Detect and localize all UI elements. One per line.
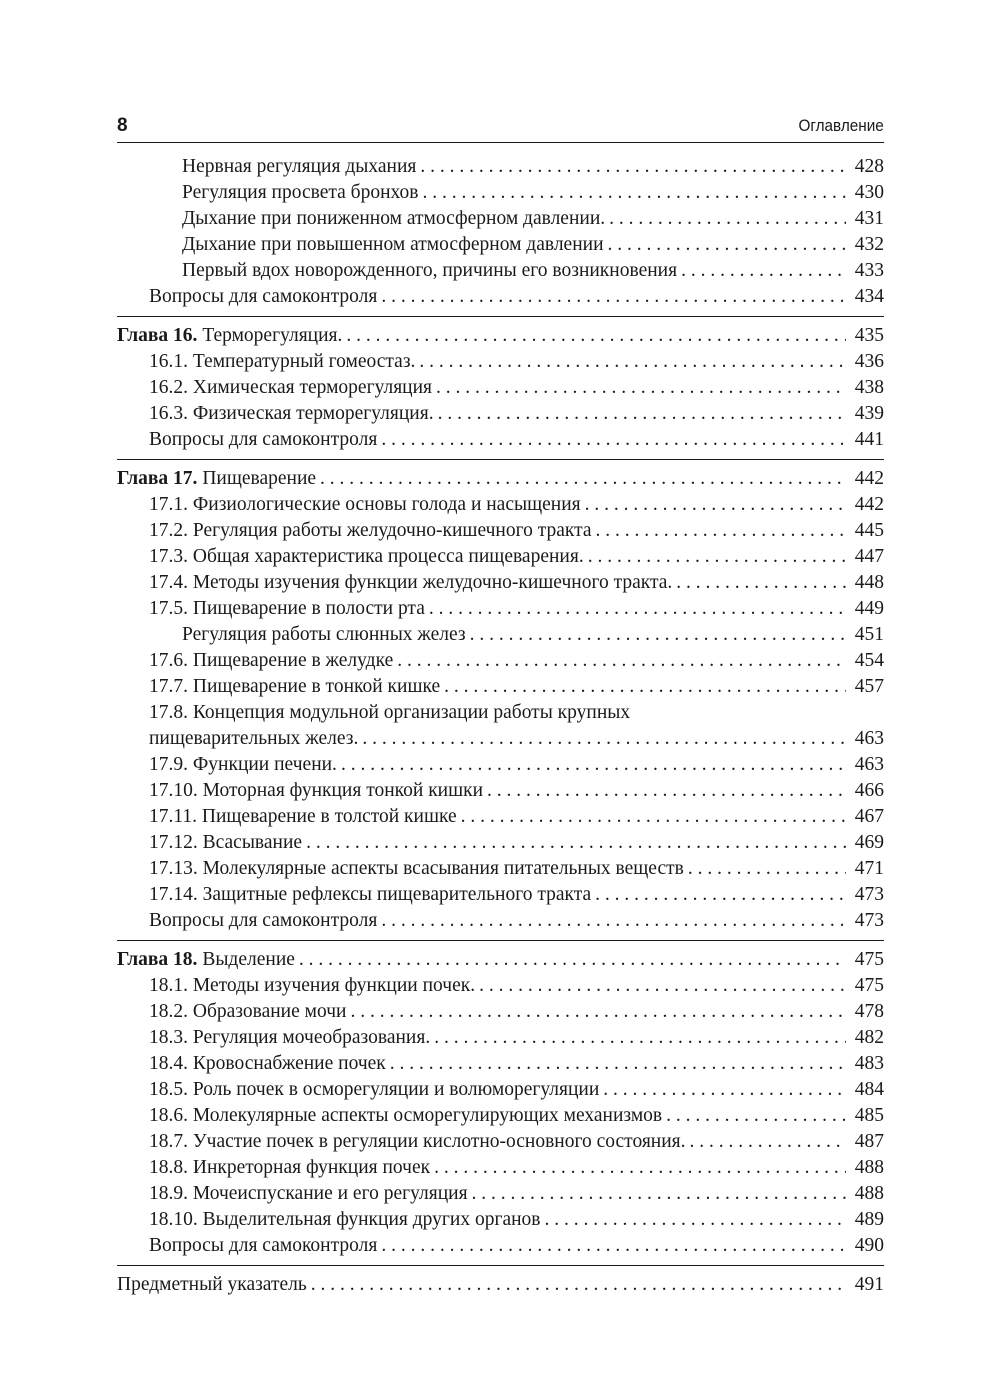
- toc-entry[interactable]: 17.4. Методы изучения функции желудочно-кишечного тракта. . . . 448: [117, 570, 884, 596]
- page-ref: 449: [854, 598, 884, 619]
- toc-section-index: [117, 1265, 884, 1304]
- toc-chapter-heading[interactable]: [117, 466, 884, 492]
- toc-entry[interactable]: 17.13. Молекулярные аспекты всасывания питательных веществ . . . 471: [117, 856, 884, 882]
- toc-entry[interactable]: 17.12. Всасывание . . . 469: [117, 830, 884, 856]
- toc-entry[interactable]: 17.11. Пищеварение в толстой кишке . . . 467: [117, 804, 884, 830]
- toc-entry[interactable]: 18.8. Инкреторная функция почек . . . 488: [117, 1155, 884, 1181]
- page-ref: 488: [854, 1157, 884, 1178]
- toc-entry-questions[interactable]: Вопросы для самоконтроля . . . 434: [117, 284, 884, 310]
- page-ref: 438: [854, 377, 884, 398]
- page-ref: 482: [854, 1027, 884, 1048]
- toc-entry[interactable]: Первый вдох новорожденного, причины его возникновения . . . 433: [117, 258, 884, 284]
- page-ref: 442: [854, 494, 884, 515]
- toc-entry[interactable]: 18.9. Мочеиспускание и его регуляция . . . 488: [117, 1181, 884, 1207]
- page-ref: 489: [854, 1209, 884, 1230]
- toc-entry[interactable]: 17.10. Моторная функция тонкой кишки . . . 466: [117, 778, 884, 804]
- page-ref: 473: [854, 910, 884, 931]
- toc-entry-questions[interactable]: Вопросы для самоконтроля . . . 473: [117, 908, 884, 934]
- toc-entry[interactable]: 16.2. Химическая терморегуляция . . . 438: [117, 375, 884, 401]
- page-number: 8: [117, 115, 128, 136]
- toc-entry[interactable]: 18.4. Кровоснабжение почек . . . 483: [117, 1051, 884, 1077]
- toc-chapter-heading[interactable]: [117, 323, 884, 349]
- toc-entry[interactable]: 18.2. Образование мочи . . . 478: [117, 999, 884, 1025]
- page-ref: 435: [854, 325, 884, 346]
- page-ref: 447: [854, 546, 884, 567]
- chapter-title: Пищеварение: [202, 468, 317, 489]
- page-ref: 457: [854, 676, 884, 697]
- toc-entry[interactable]: Нервная регуляция дыхания . . . 428: [117, 154, 884, 180]
- toc-entry[interactable]: 18.10. Выделительная функция других органов . . . 489: [117, 1207, 884, 1233]
- toc-entry[interactable]: 18.7. Участие почек в регуляции кислотно-основного состояния. . . . 487: [117, 1129, 884, 1155]
- page-ref: 475: [854, 949, 884, 970]
- page-ref: 430: [854, 182, 884, 203]
- toc-entry-multiline-end[interactable]: пищеварительных желез. . . . 463: [117, 726, 884, 752]
- toc-entry[interactable]: 18.3. Регуляция мочеобразования. . . . 482: [117, 1025, 884, 1051]
- page-ref: 469: [854, 832, 884, 853]
- page-ref: 475: [854, 975, 884, 996]
- page-ref: 442: [854, 468, 884, 489]
- toc-entry[interactable]: 17.2. Регуляция работы желудочно-кишечного тракта . . . 445: [117, 518, 884, 544]
- chapter-title: Терморегуляция.: [202, 325, 343, 346]
- page-ref: 428: [854, 156, 884, 177]
- page-ref: 478: [854, 1001, 884, 1022]
- toc-entry-index[interactable]: Предметный указатель . . . 491: [117, 1272, 884, 1298]
- page-ref: 436: [854, 351, 884, 372]
- chapter-title: Выделение: [202, 949, 295, 970]
- page-ref: 433: [854, 260, 884, 281]
- toc-entry[interactable]: 17.7. Пищеварение в тонкой кишке . . . 457: [117, 674, 884, 700]
- toc-entry[interactable]: 17.5. Пищеварение в полости рта . . . 449: [117, 596, 884, 622]
- toc-entry-multiline-start[interactable]: 17.8. Концепция модульной организации работы крупных: [149, 702, 631, 723]
- toc-entry-sub[interactable]: Регуляция работы слюнных желез . . . 451: [117, 622, 884, 648]
- page-ref: 463: [854, 728, 884, 749]
- toc-entry[interactable]: 18.5. Роль почек в осморегуляции и волюморегуляции . . . 484: [117, 1077, 884, 1103]
- page-ref: 463: [854, 754, 884, 775]
- toc-entry[interactable]: 16.1. Температурный гомеостаз. . . . 436: [117, 349, 884, 375]
- toc-entry[interactable]: 18.6. Молекулярные аспекты осморегулирующих механизмов . . . 485: [117, 1103, 884, 1129]
- chapter-prefix: Глава 16.: [117, 325, 198, 346]
- toc-entry[interactable]: 17.9. Функции печени. . . . 463: [117, 752, 884, 778]
- page-ref: 439: [854, 403, 884, 424]
- toc-entry[interactable]: 17.6. Пищеварение в желудке . . . 454: [117, 648, 884, 674]
- page-ref: 434: [854, 286, 884, 307]
- page-ref: 484: [854, 1079, 884, 1100]
- toc-section-ch17: [117, 459, 884, 940]
- toc-chapter-heading[interactable]: [117, 947, 884, 973]
- page-ref: 441: [854, 429, 884, 450]
- toc-entry-questions[interactable]: Вопросы для самоконтроля . . . 441: [117, 427, 884, 453]
- page-ref: 451: [854, 624, 884, 645]
- toc-section-ch18: [117, 940, 884, 1265]
- toc-entry[interactable]: 16.3. Физическая терморегуляция. . . . 439: [117, 401, 884, 427]
- toc-entry[interactable]: 17.14. Защитные рефлексы пищеварительного тракта . . . 473: [117, 882, 884, 908]
- page-ref: 485: [854, 1105, 884, 1126]
- page-ref: 454: [854, 650, 884, 671]
- chapter-prefix: Глава 17.: [117, 468, 198, 489]
- page-ref: 487: [854, 1131, 884, 1152]
- page-ref: 491: [854, 1274, 884, 1295]
- page-ref: 490: [854, 1235, 884, 1256]
- toc-entry[interactable]: 17.1. Физиологические основы голода и насыщения . . . 442: [117, 492, 884, 518]
- page-ref: 466: [854, 780, 884, 801]
- page-ref: 488: [854, 1183, 884, 1204]
- page-header: [117, 112, 884, 143]
- page-ref: 448: [854, 572, 884, 593]
- toc-entry[interactable]: Дыхание при пониженном атмосферном давлении. . . . 431: [117, 206, 884, 232]
- page-ref: 467: [854, 806, 884, 827]
- toc-section-ch16: [117, 316, 884, 459]
- page-ref: 473: [854, 884, 884, 905]
- toc-section-ch15-continuation: [117, 154, 884, 316]
- toc-entry-questions[interactable]: Вопросы для самоконтроля . . . 490: [117, 1233, 884, 1259]
- toc-entry[interactable]: Регуляция просвета бронхов . . . 430: [117, 180, 884, 206]
- page-ref: 431: [854, 208, 884, 229]
- page-ref: 445: [854, 520, 884, 541]
- running-title: Оглавление: [798, 116, 884, 135]
- toc-entry[interactable]: 17.3. Общая характеристика процесса пищеварения. . . . 447: [117, 544, 884, 570]
- page-ref: 471: [854, 858, 884, 879]
- toc-entry[interactable]: Дыхание при повышенном атмосферном давлении . . . 432: [117, 232, 884, 258]
- page-ref: 483: [854, 1053, 884, 1074]
- table-of-contents: [117, 154, 884, 1304]
- toc-entry[interactable]: 18.1. Методы изучения функции почек. . . . 475: [117, 973, 884, 999]
- chapter-prefix: Глава 18.: [117, 949, 198, 970]
- page-ref: 432: [854, 234, 884, 255]
